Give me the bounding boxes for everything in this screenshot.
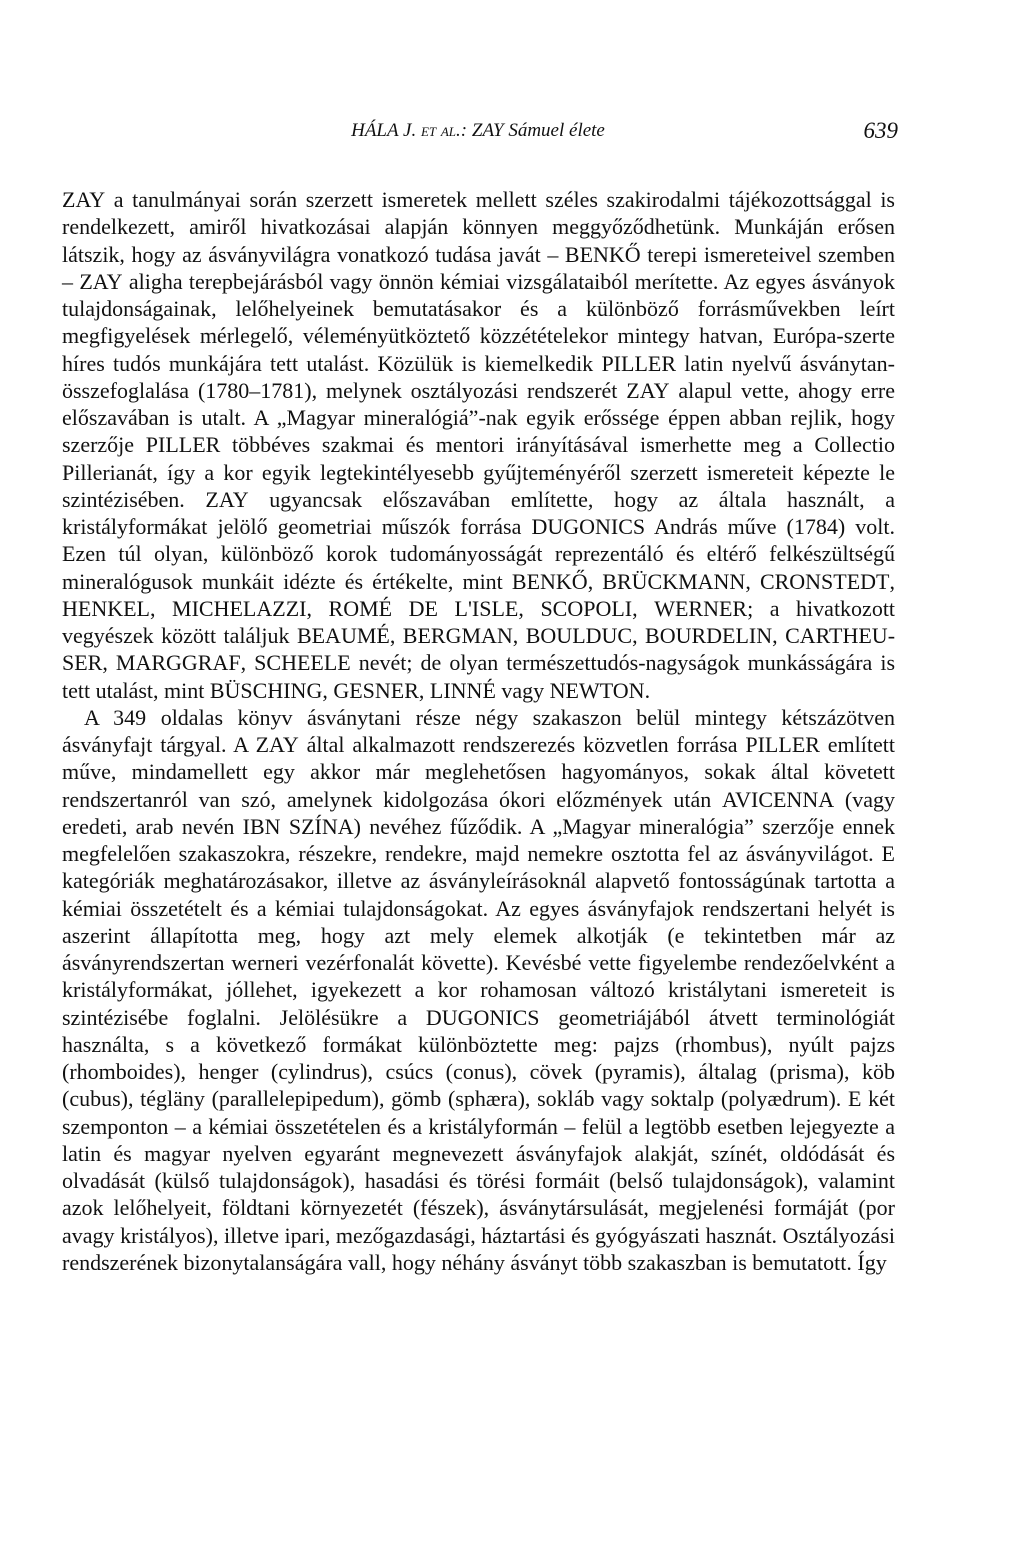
person-name: BOULDUC (525, 623, 633, 648)
person-name: GESNER (333, 677, 419, 703)
running-subject-rest: Sámuel élete (503, 120, 605, 141)
person-name: MICHELAZZI (172, 595, 307, 621)
person-name: AVICENNA (722, 786, 835, 812)
text-run: geometriájából átvett terminológiát használta, s a következő formákat különböztette meg: pajzs (rhombus), nyúlt pajzs (rhomboides), henger (cylindrus), csúcs (conus), cövek (pyramis), általag (prisma), köb (cubus), tégläny (parallelepipedum), gömb (sphæra), sokláb vagy soktalp (polyædrum). E két szemponton – a kémiai összetételen és a kristályformán – felül a legtöbb esetben lejegyezte a latin és magyar nyelven egyaránt megnevezett ásványfajok alakját, színét, oldódását és olvadását (külső tulajdonságok), hasadási és törési formáit (belső tulajdonságok), valamint azok lelőhelyeit, földtani környezetét (fészek), ásványtársulását, megjelenési formáját (por avagy kristályos), illetve ipari, mezőgazdasági, háztartási és gyógyászati hasznát. Osztályozási rendszerének bizonytalanságára vall, hogy néhány ásványt több szakaszban is bemutatott. Így (62, 1004, 895, 1275)
person-name: PILLER (601, 350, 676, 376)
person-name: BENKŐ (564, 241, 641, 267)
person-name: BEAUMÉ (296, 623, 390, 648)
person-name: WERNER (654, 595, 748, 621)
text-run: nevét; de olyan természettudós-nagyságok munkásságára is tett utalást, mint (62, 650, 896, 703)
person-name: IBN SZÍNA (242, 813, 354, 839)
person-name: BÜSCHING (209, 677, 323, 703)
person-name: ZAY (255, 732, 299, 757)
text-run: által alkalmazott rendszerezés közvetlen forrása (298, 732, 746, 757)
text-run: , (745, 568, 760, 594)
text-run: latin nyelvű ásványtan-összefoglalása (1780–1781), melynek osztályozási rendszerét (62, 350, 895, 403)
running-subject-name: ZAY (471, 120, 504, 141)
running-header (62, 118, 898, 150)
text-run: , (587, 568, 603, 594)
text-run: , (418, 677, 430, 703)
person-name: PILLER (745, 732, 820, 757)
text-run: ugyancsak előszavában említette, hogy az általa használt, a kristályformákat jelölő geometriai műszók forrása (62, 486, 895, 539)
person-name: ZAY (62, 187, 106, 212)
person-name: SCOPOLI (540, 595, 633, 621)
person-name: BERGMAN (402, 623, 513, 648)
body-text (62, 186, 895, 1276)
person-name: DUGONICS (425, 1004, 540, 1030)
running-author: HÁLA J. et al. (351, 120, 461, 141)
person-name: ROMÉ DE L'ISLE (328, 595, 519, 621)
paragraph (62, 704, 895, 1276)
running-title (62, 120, 894, 142)
person-name: BOURDELIN (645, 623, 773, 648)
person-name: ZAY (79, 268, 123, 294)
text-run: többéves szakmai és mentori irányításával ismerhette meg a Collectio Pillerianát, így a kor egyik legtekintélyesebb gyűjteményéről szerzett ismereteit képezte le szintézisében. (62, 432, 895, 512)
text-run: , (772, 623, 786, 648)
text-run: , (306, 595, 329, 621)
text-run: , (389, 623, 403, 648)
text-run: , (518, 595, 541, 621)
text-run: , (149, 595, 173, 621)
text-run: , (322, 677, 334, 703)
text-run: ) nevéhez fűződik. A „Magyar mineralógia” szerzője ennek megfelelően szakaszokra, részekre, rendekre, majd nemekre osztotta fel az ásványvilágot. E kategóriák meghatározásakor, illetve az ásványleírásoknál alapvető fontosságúnak tartotta a kémiai összetételt és a kémiai tulajdonságokat. Az egyes ásványfajok rendszertani helyét is aszerint állapította meg, hogy azt mely elemek alkotják (e tekintetben már az ásványrendszertan werneri vezérfonalát követte). Kevésbé vette figyelembe rendezőelvként a kristályformákat, jóllehet, igyekezett a kor rohamosan változó kristálytani ismereteit is szintézisébe foglalni. Jelölésükre a (62, 813, 895, 1030)
text-run: alapul vette, ahogy erre előszavában is utalt. A „Magyar mineralógiá”-nak egyik erőssége éppen abban rejlik, hogy szerzője (62, 377, 895, 458)
text-run: . (644, 677, 651, 703)
person-name: ZAY (205, 486, 249, 512)
person-name: BENKŐ (511, 568, 588, 594)
text-run: , (632, 623, 646, 648)
person-name: DUGONICS (531, 514, 646, 539)
paragraph (62, 186, 895, 704)
text-run: vagy (495, 677, 550, 703)
page-number: 639 (863, 118, 898, 143)
person-name: SCHEELE (254, 650, 351, 676)
person-name: CARTHEUSER (62, 623, 896, 676)
text-run: , (889, 568, 895, 594)
person-name: BRÜCKMANN (602, 568, 746, 594)
text-run: ; a hivatkozott vegyészek között találjuk (62, 595, 896, 648)
person-name: CRONSTEDT (759, 568, 890, 594)
text-run: , (102, 650, 116, 676)
text-run: , (240, 650, 255, 676)
person-name: HENKEL (62, 595, 150, 621)
person-name: PILLER (145, 432, 221, 458)
text-run: a tanulmányai során szerzett ismeretek mellett széles szakirodalmi tájékozottsággal is rendelkezett, amiről hivatkozásai alapján könnyen meggyőződhetünk. Munkáján erősen látszik, hogy az ásványvilágra vonatkozó tudása javát – (62, 187, 895, 267)
text-run: aligha terepbejárásból vagy önnön kémiai vizsgálataiból merítette. Az egyes ásványok tulajdonságainak, lelőhelyeinek bemutatásakor és a különböző forrásművekben leírt megfigyelések mérlegelő, véleményütköztető közzétételekor mintegy hatvan, Európa-szerte híres tudós munkájára tett utalást. Közülük is kiemelkedik (62, 268, 895, 376)
person-name: ZAY (626, 377, 670, 403)
text-run: terepi ismereteivel szemben – (62, 241, 895, 294)
person-name: MARGGRAF (115, 650, 241, 676)
text-run: , (512, 623, 526, 648)
text-run: András műve (1784) volt. Ezen túl olyan, különböző korok tudományosságát reprezentáló és eltérő felkészültségű mineralógusok munkáit idézte és értékelte, mint (62, 514, 895, 594)
text-run: említett műve, mindamellett egy akkor már meglehetősen hagyományos, sokak által követett rendszertanról van szó, amelynek kidolgozása ókori előzmények után (62, 732, 895, 812)
person-name: LINNÉ (429, 677, 496, 703)
text-run: A 349 oldalas könyv ásványtani része négy szakaszon belül mintegy kétszázötven ásványfajt tárgyal. A (62, 704, 895, 757)
person-name: NEWTON (549, 677, 645, 703)
running-title-separator: : (460, 120, 472, 141)
text-run: (vagy eredeti, arab nevén (62, 786, 895, 839)
text-run: , (632, 595, 655, 621)
